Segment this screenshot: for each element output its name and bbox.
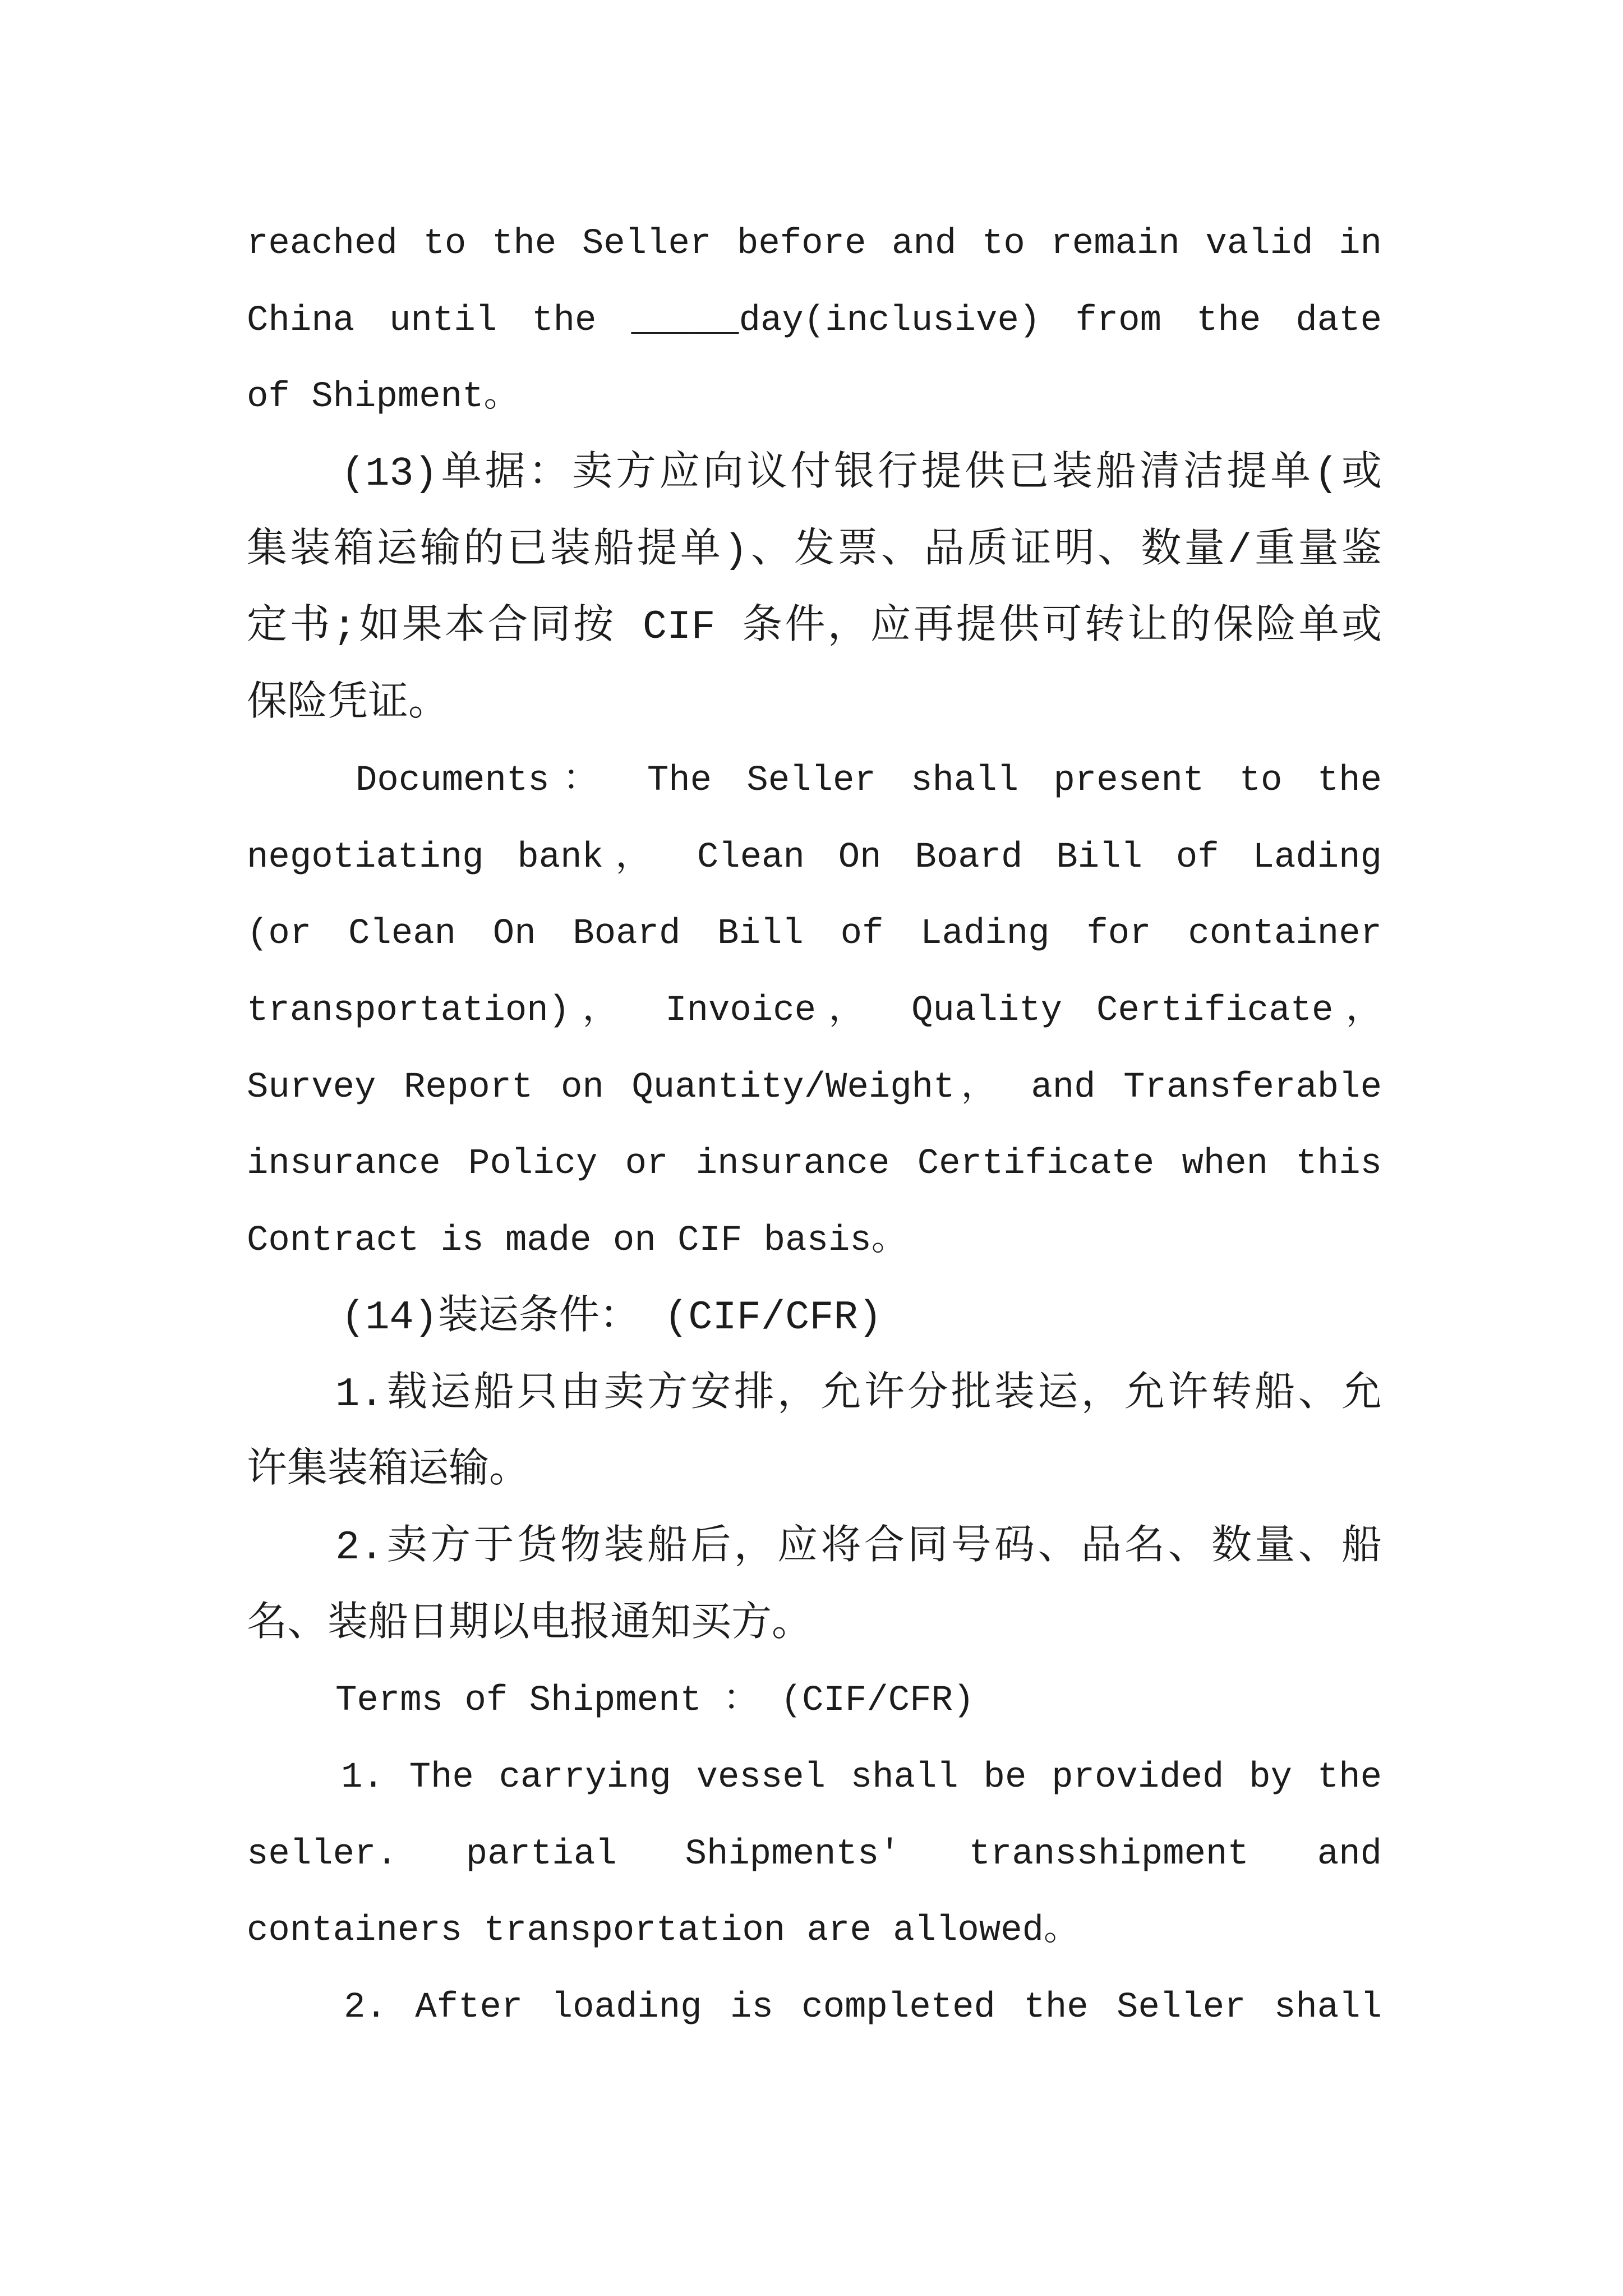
- text-line: China until the _____day(inclusive) from the date: [247, 301, 1382, 341]
- text-line: 许集装箱运输。: [247, 1448, 530, 1494]
- text-line: insurance Policy or insurance Certificate when this: [247, 1144, 1382, 1184]
- text-line: 保险凭证。: [247, 681, 449, 727]
- text-line: transportation)， Invoice， Quality Certificate，: [247, 991, 1382, 1031]
- text-line: reached to the Seller before and to remain valid in: [247, 224, 1382, 264]
- text-line: 1. The carrying vessel shall be provided by the: [341, 1757, 1382, 1798]
- text-line: 名、装船日期以电报通知买方。: [247, 1602, 813, 1648]
- text-line: (or Clean On Board Bill of Lading for container: [247, 914, 1382, 954]
- text-line: Terms of Shipment ： (CIF/CFR): [335, 1681, 975, 1721]
- text-line: 1.载运船只由卖方安排，允许分批装运，允许转船、允: [335, 1372, 1382, 1418]
- text-line: 2.卖方于货物装船后，应将合同号码、品名、数量、船: [335, 1525, 1382, 1571]
- text-line: Survey Report on Quantity/Weight， and Transferable: [247, 1068, 1382, 1108]
- text-line: 集装箱运输的已装船提单)、发票、品质证明、数量/重量鉴: [247, 528, 1382, 574]
- text-line: 2. After loading is completed the Seller shall: [344, 1987, 1382, 2028]
- text-line: 定书;如果本合同按 CIF 条件，应再提供可转让的保险单或: [247, 604, 1382, 650]
- text-line: (14)装运条件： (CIF/CFR): [341, 1295, 882, 1341]
- text-line: Contract is made on CIF basis。: [247, 1221, 907, 1261]
- text-line: Documents： The Seller shall present to the: [356, 761, 1382, 801]
- text-line: containers transportation are allowed。: [247, 1911, 1080, 1951]
- text-line: of Shipment。: [247, 377, 520, 417]
- text-line: seller. partial Shipments' transshipment and: [247, 1834, 1382, 1875]
- text-line: negotiating bank， Clean On Board Bill of Lading: [247, 838, 1382, 878]
- text-line: (13)单据：卖方应向议付银行提供已装船清洁提单(或: [341, 451, 1382, 497]
